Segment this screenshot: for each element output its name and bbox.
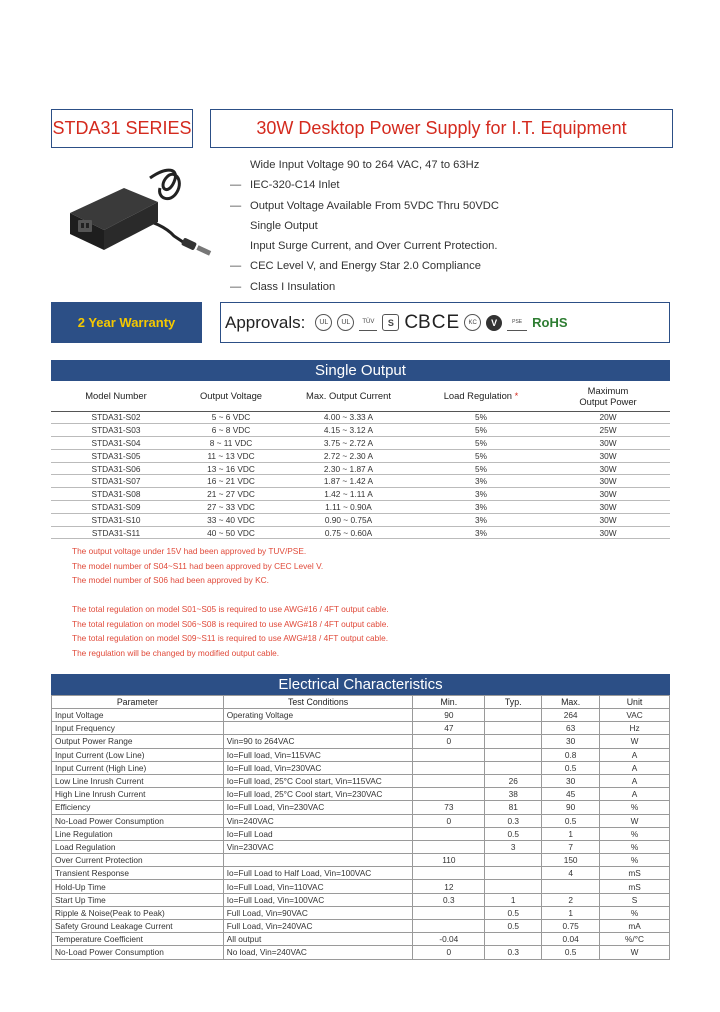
parameter-cell: Output Power Range — [52, 735, 224, 748]
ul-cert-icon: UL — [337, 314, 354, 331]
voltage-cell: 40 ~ 50 VDC — [181, 526, 281, 539]
test-condition-cell: Vin=230VAC — [223, 840, 413, 853]
electrical-row — [52, 933, 670, 946]
parameter-cell: Input Frequency — [52, 722, 224, 735]
single-output-header-bar — [51, 360, 670, 381]
header-max: Max. — [542, 696, 600, 709]
test-condition-cell: Io=Full Load to Half Load, Vin=100VAC — [223, 867, 413, 880]
current-cell: 1.11 ~ 0.90A — [281, 501, 416, 514]
single-output-table — [51, 381, 670, 539]
test-condition-cell: Io=Full Load, Vin=100VAC — [223, 893, 413, 906]
single-output-row — [51, 411, 670, 424]
current-cell: 2.30 ~ 1.87 A — [281, 462, 416, 475]
electrical-row — [52, 867, 670, 880]
single-output-row — [51, 437, 670, 450]
max-cell: 0.5 — [542, 946, 600, 959]
feature-item — [230, 175, 670, 195]
single-output-header-row — [51, 381, 670, 411]
note-item: The model number of S06 had been approved by KC. — [72, 575, 269, 585]
electrical-table — [51, 695, 670, 960]
electrical-row — [52, 906, 670, 919]
pse-cert-icon: PSE — [507, 315, 527, 331]
voltage-cell: 27 ~ 33 VDC — [181, 501, 281, 514]
parameter-cell: High Line Inrush Current — [52, 788, 224, 801]
current-cell: 1.87 ~ 1.42 A — [281, 475, 416, 488]
voltage-cell: 33 ~ 40 VDC — [181, 513, 281, 526]
typ-cell — [485, 933, 542, 946]
test-condition-cell: Full Load, Vin=240VAC — [223, 920, 413, 933]
max-cell: 0.5 — [542, 761, 600, 774]
unit-cell: mS — [600, 880, 670, 893]
typ-cell: 26 — [485, 774, 542, 787]
electrical-row — [52, 761, 670, 774]
feature-item — [230, 277, 670, 297]
min-cell — [413, 906, 485, 919]
electrical-row — [52, 748, 670, 761]
single-output-row — [51, 424, 670, 437]
test-condition-cell: No load, Vin=240VAC — [223, 946, 413, 959]
max-cell: 30 — [542, 774, 600, 787]
single-output-row — [51, 475, 670, 488]
unit-cell: VAC — [600, 709, 670, 722]
test-condition-cell: Io=Full load, Vin=115VAC — [223, 748, 413, 761]
unit-cell: S — [600, 893, 670, 906]
model-cell: STDA31-S07 — [51, 475, 181, 488]
electrical-row — [52, 920, 670, 933]
header-min: Min. — [413, 696, 485, 709]
parameter-cell: Temperature Coefficient — [52, 933, 224, 946]
parameter-cell: Line Regulation — [52, 827, 224, 840]
feature-text: Class I Insulation — [250, 280, 336, 293]
min-cell: 73 — [413, 801, 485, 814]
max-cell: 0.75 — [542, 920, 600, 933]
test-condition-cell: Io=Full Load — [223, 827, 413, 840]
power-cell: 25W — [546, 424, 670, 437]
parameter-cell: No-Load Power Consumption — [52, 814, 224, 827]
current-cell: 4.15 ~ 3.12 A — [281, 424, 416, 437]
electrical-row — [52, 893, 670, 906]
typ-cell — [485, 748, 542, 761]
notes-list — [72, 544, 389, 660]
feature-dash: — — [230, 260, 242, 273]
regulation-cell: 3% — [416, 475, 546, 488]
typ-cell — [485, 709, 542, 722]
typ-cell: 81 — [485, 801, 542, 814]
note-item: The total regulation on model S09~S11 is required to use AWG#18 / 4FT output cable. — [72, 633, 389, 643]
model-cell: STDA31-S08 — [51, 488, 181, 501]
power-cell: 30W — [546, 488, 670, 501]
parameter-cell: Start Up Time — [52, 893, 224, 906]
feature-item — [230, 256, 670, 276]
warranty-badge — [51, 302, 202, 343]
feature-item — [230, 196, 670, 216]
max-cell: 0.04 — [542, 933, 600, 946]
test-condition-cell: All output — [223, 933, 413, 946]
max-cell: 0.5 — [542, 814, 600, 827]
single-output-title: Single Output — [315, 362, 406, 379]
energy-v-cert-icon: V — [486, 315, 502, 331]
header-model: Model Number — [51, 381, 181, 411]
electrical-row — [52, 814, 670, 827]
test-condition-cell: Io=Full load, 25°C Cool start, Vin=230VAC — [223, 788, 413, 801]
min-cell — [413, 761, 485, 774]
current-cell: 1.42 ~ 1.11 A — [281, 488, 416, 501]
min-cell: 47 — [413, 722, 485, 735]
feature-item — [250, 155, 670, 175]
note-item: The regulation will be changed by modified output cable. — [72, 647, 280, 658]
unit-cell: % — [600, 827, 670, 840]
test-condition-cell: Vin=90 to 264VAC — [223, 735, 413, 748]
header-regulation: Load Regulation * — [416, 381, 546, 411]
model-cell: STDA31-S10 — [51, 513, 181, 526]
model-cell: STDA31-S09 — [51, 501, 181, 514]
unit-cell: % — [600, 801, 670, 814]
ul-cert-icon: UL — [315, 314, 332, 331]
electrical-row — [52, 774, 670, 787]
unit-cell: A — [600, 774, 670, 787]
regulation-cell: 5% — [416, 437, 546, 450]
typ-cell — [485, 867, 542, 880]
model-cell: STDA31-S05 — [51, 449, 181, 462]
electrical-row — [52, 709, 670, 722]
current-cell: 3.75 ~ 2.72 A — [281, 437, 416, 450]
min-cell: 110 — [413, 854, 485, 867]
model-cell: STDA31-S04 — [51, 437, 181, 450]
voltage-cell: 5 ~ 6 VDC — [181, 411, 281, 424]
min-cell — [413, 748, 485, 761]
voltage-cell: 6 ~ 8 VDC — [181, 424, 281, 437]
electrical-row — [52, 722, 670, 735]
unit-cell: Hz — [600, 722, 670, 735]
regulation-cell: 3% — [416, 501, 546, 514]
header-test-conditions: Test Conditions — [223, 696, 413, 709]
header-unit: Unit — [600, 696, 670, 709]
feature-text: Wide Input Voltage 90 to 264 VAC, 47 to 63Hz — [250, 159, 480, 171]
current-cell: 2.72 ~ 2.30 A — [281, 449, 416, 462]
model-cell: STDA31-S03 — [51, 424, 181, 437]
test-condition-cell: Io=Full Load, Vin=110VAC — [223, 880, 413, 893]
feature-item — [250, 236, 670, 256]
unit-cell: % — [600, 906, 670, 919]
regulation-cell: 5% — [416, 411, 546, 424]
parameter-cell: No-Load Power Consumption — [52, 946, 224, 959]
max-cell: 63 — [542, 722, 600, 735]
power-cell: 20W — [546, 411, 670, 424]
unit-cell: %/°C — [600, 933, 670, 946]
typ-cell — [485, 735, 542, 748]
parameter-cell: Safety Ground Leakage Current — [52, 920, 224, 933]
regulation-cell: 5% — [416, 462, 546, 475]
current-cell: 4.00 ~ 3.33 A — [281, 411, 416, 424]
min-cell — [413, 774, 485, 787]
parameter-cell: Over Current Protection — [52, 854, 224, 867]
c-cert-icon: C — [431, 311, 446, 333]
typ-cell — [485, 854, 542, 867]
header-typ: Typ. — [485, 696, 542, 709]
electrical-row — [52, 801, 670, 814]
parameter-cell: Input Voltage — [52, 709, 224, 722]
unit-cell: % — [600, 854, 670, 867]
feature-list — [230, 155, 670, 297]
min-cell: 0 — [413, 735, 485, 748]
power-cell: 30W — [546, 475, 670, 488]
tuv-cert-icon: TÜV — [359, 315, 377, 331]
note-item: The output voltage under 15V had been approved by TUV/PSE. — [72, 546, 307, 556]
feature-text: IEC-320-C14 Inlet — [250, 179, 340, 192]
typ-cell — [485, 761, 542, 774]
typ-cell: 0.5 — [485, 827, 542, 840]
single-output-row — [51, 488, 670, 501]
feature-text: Single Output — [250, 219, 318, 232]
electrical-row — [52, 735, 670, 748]
single-output-row — [51, 513, 670, 526]
regulation-cell: 3% — [416, 513, 546, 526]
test-condition-cell — [223, 854, 413, 867]
series-title-box — [51, 109, 193, 148]
test-condition-cell: Io=Full load, Vin=230VAC — [223, 761, 413, 774]
electrical-header-bar — [51, 674, 670, 695]
rohs-cert-icon: RoHS — [532, 315, 568, 330]
feature-item — [250, 216, 670, 236]
electrical-row — [52, 827, 670, 840]
current-cell: 0.75 ~ 0.60A — [281, 526, 416, 539]
single-output-row — [51, 462, 670, 475]
max-cell: 90 — [542, 801, 600, 814]
parameter-cell: Efficiency — [52, 801, 224, 814]
parameter-cell: Low Line Inrush Current — [52, 774, 224, 787]
note-item: The model number of S04~S11 had been approved by CEC Level V. — [72, 560, 324, 571]
max-cell: 7 — [542, 840, 600, 853]
kc-cert-icon: KC — [464, 314, 481, 331]
typ-cell: 0.5 — [485, 906, 542, 919]
header-voltage: Output Voltage — [181, 381, 281, 411]
note-item: The total regulation on model S06~S08 is required to use AWG#18 / 4FT output cable. — [72, 618, 389, 629]
note-item: The total regulation on model S01~S05 is required to use AWG#16 / 4FT output cable. — [72, 604, 389, 614]
min-cell — [413, 867, 485, 880]
current-cell: 0.90 ~ 0.75A — [281, 513, 416, 526]
header-power: Maximum Output Power — [546, 381, 670, 411]
product-title: 30W Desktop Power Supply for I.T. Equipment — [256, 118, 627, 138]
note-spacer — [72, 588, 389, 603]
typ-cell — [485, 722, 542, 735]
test-condition-cell: Vin=240VAC — [223, 814, 413, 827]
single-output-row — [51, 449, 670, 462]
power-cell: 30W — [546, 437, 670, 450]
unit-cell: A — [600, 761, 670, 774]
regulation-cell: 5% — [416, 424, 546, 437]
unit-cell: A — [600, 748, 670, 761]
feature-dash: — — [230, 179, 242, 192]
max-cell: 45 — [542, 788, 600, 801]
electrical-row — [52, 880, 670, 893]
max-cell: 1 — [542, 827, 600, 840]
power-cell: 30W — [546, 449, 670, 462]
approvals-label: Approvals: — [225, 312, 306, 332]
electrical-row — [52, 946, 670, 959]
cb-cert-icon: CB — [404, 311, 431, 333]
electrical-header-row — [52, 696, 670, 709]
unit-cell: W — [600, 814, 670, 827]
parameter-cell: Input Current (High Line) — [52, 761, 224, 774]
feature-text: Input Surge Current, and Over Current Protection. — [250, 240, 498, 253]
feature-dash: — — [230, 199, 242, 212]
regulation-cell: 3% — [416, 526, 546, 539]
typ-cell: 38 — [485, 788, 542, 801]
unit-cell: mA — [600, 920, 670, 933]
min-cell: -0.04 — [413, 933, 485, 946]
min-cell: 0 — [413, 814, 485, 827]
header-current: Max. Output Current — [281, 381, 416, 411]
min-cell — [413, 827, 485, 840]
parameter-cell: Load Regulation — [52, 840, 224, 853]
min-cell — [413, 840, 485, 853]
test-condition-cell: Io=Full Load, Vin=230VAC — [223, 801, 413, 814]
test-condition-cell: Full Load, Vin=90VAC — [223, 906, 413, 919]
model-cell: STDA31-S02 — [51, 411, 181, 424]
min-cell: 12 — [413, 880, 485, 893]
test-condition-cell: Operating Voltage — [223, 709, 413, 722]
min-cell: 0 — [413, 946, 485, 959]
max-cell: 150 — [542, 854, 600, 867]
voltage-cell: 16 ~ 21 VDC — [181, 475, 281, 488]
regulation-cell: 5% — [416, 449, 546, 462]
unit-cell: mS — [600, 867, 670, 880]
electrical-row — [52, 788, 670, 801]
min-cell — [413, 920, 485, 933]
model-cell: STDA31-S11 — [51, 526, 181, 539]
max-cell — [542, 880, 600, 893]
max-cell: 0.8 — [542, 748, 600, 761]
unit-cell: % — [600, 840, 670, 853]
typ-cell: 1 — [485, 893, 542, 906]
voltage-cell: 8 ~ 11 VDC — [181, 437, 281, 450]
typ-cell: 3 — [485, 840, 542, 853]
power-cell: 30W — [546, 526, 670, 539]
max-cell: 1 — [542, 906, 600, 919]
voltage-cell: 11 ~ 13 VDC — [181, 449, 281, 462]
e-cert-icon: E — [446, 311, 460, 333]
feature-dash: — — [230, 280, 242, 293]
max-cell: 4 — [542, 867, 600, 880]
single-output-row — [51, 526, 670, 539]
power-cell: 30W — [546, 513, 670, 526]
model-cell: STDA31-S06 — [51, 462, 181, 475]
series-title: STDA31 SERIES — [52, 118, 192, 138]
header-parameter: Parameter — [52, 696, 224, 709]
unit-cell: A — [600, 788, 670, 801]
typ-cell: 0.3 — [485, 814, 542, 827]
max-cell: 264 — [542, 709, 600, 722]
typ-cell: 0.3 — [485, 946, 542, 959]
approvals-box — [220, 302, 670, 343]
max-cell: 30 — [542, 735, 600, 748]
voltage-cell: 21 ~ 27 VDC — [181, 488, 281, 501]
parameter-cell: Ripple & Noise(Peak to Peak) — [52, 906, 224, 919]
power-cell: 30W — [546, 501, 670, 514]
max-cell: 2 — [542, 893, 600, 906]
product-title-box — [210, 109, 673, 148]
parameter-cell: Input Current (Low Line) — [52, 748, 224, 761]
single-output-row — [51, 501, 670, 514]
warranty-text: 2 Year Warranty — [77, 315, 176, 330]
power-cell: 30W — [546, 462, 670, 475]
test-condition-cell — [223, 722, 413, 735]
voltage-cell: 13 ~ 16 VDC — [181, 462, 281, 475]
unit-cell: W — [600, 946, 670, 959]
test-condition-cell: Io=Full load, 25°C Cool start, Vin=115VAC — [223, 774, 413, 787]
electrical-row — [52, 854, 670, 867]
feature-text: CEC Level V, and Energy Star 2.0 Compliance — [250, 260, 481, 273]
min-cell — [413, 788, 485, 801]
typ-cell — [485, 880, 542, 893]
regulation-cell: 3% — [416, 488, 546, 501]
electrical-title: Electrical Characteristics — [278, 676, 443, 693]
parameter-cell: Hold-Up Time — [52, 880, 224, 893]
unit-cell: W — [600, 735, 670, 748]
feature-text: Output Voltage Available From 5VDC Thru 50VDC — [250, 199, 499, 212]
power-adapter-image — [62, 158, 227, 258]
s-mark-cert-icon: S — [382, 314, 399, 331]
electrical-row — [52, 840, 670, 853]
parameter-cell: Transient Response — [52, 867, 224, 880]
min-cell: 0.3 — [413, 893, 485, 906]
regulation-asterisk: * — [514, 390, 519, 402]
typ-cell: 0.5 — [485, 920, 542, 933]
min-cell: 90 — [413, 709, 485, 722]
